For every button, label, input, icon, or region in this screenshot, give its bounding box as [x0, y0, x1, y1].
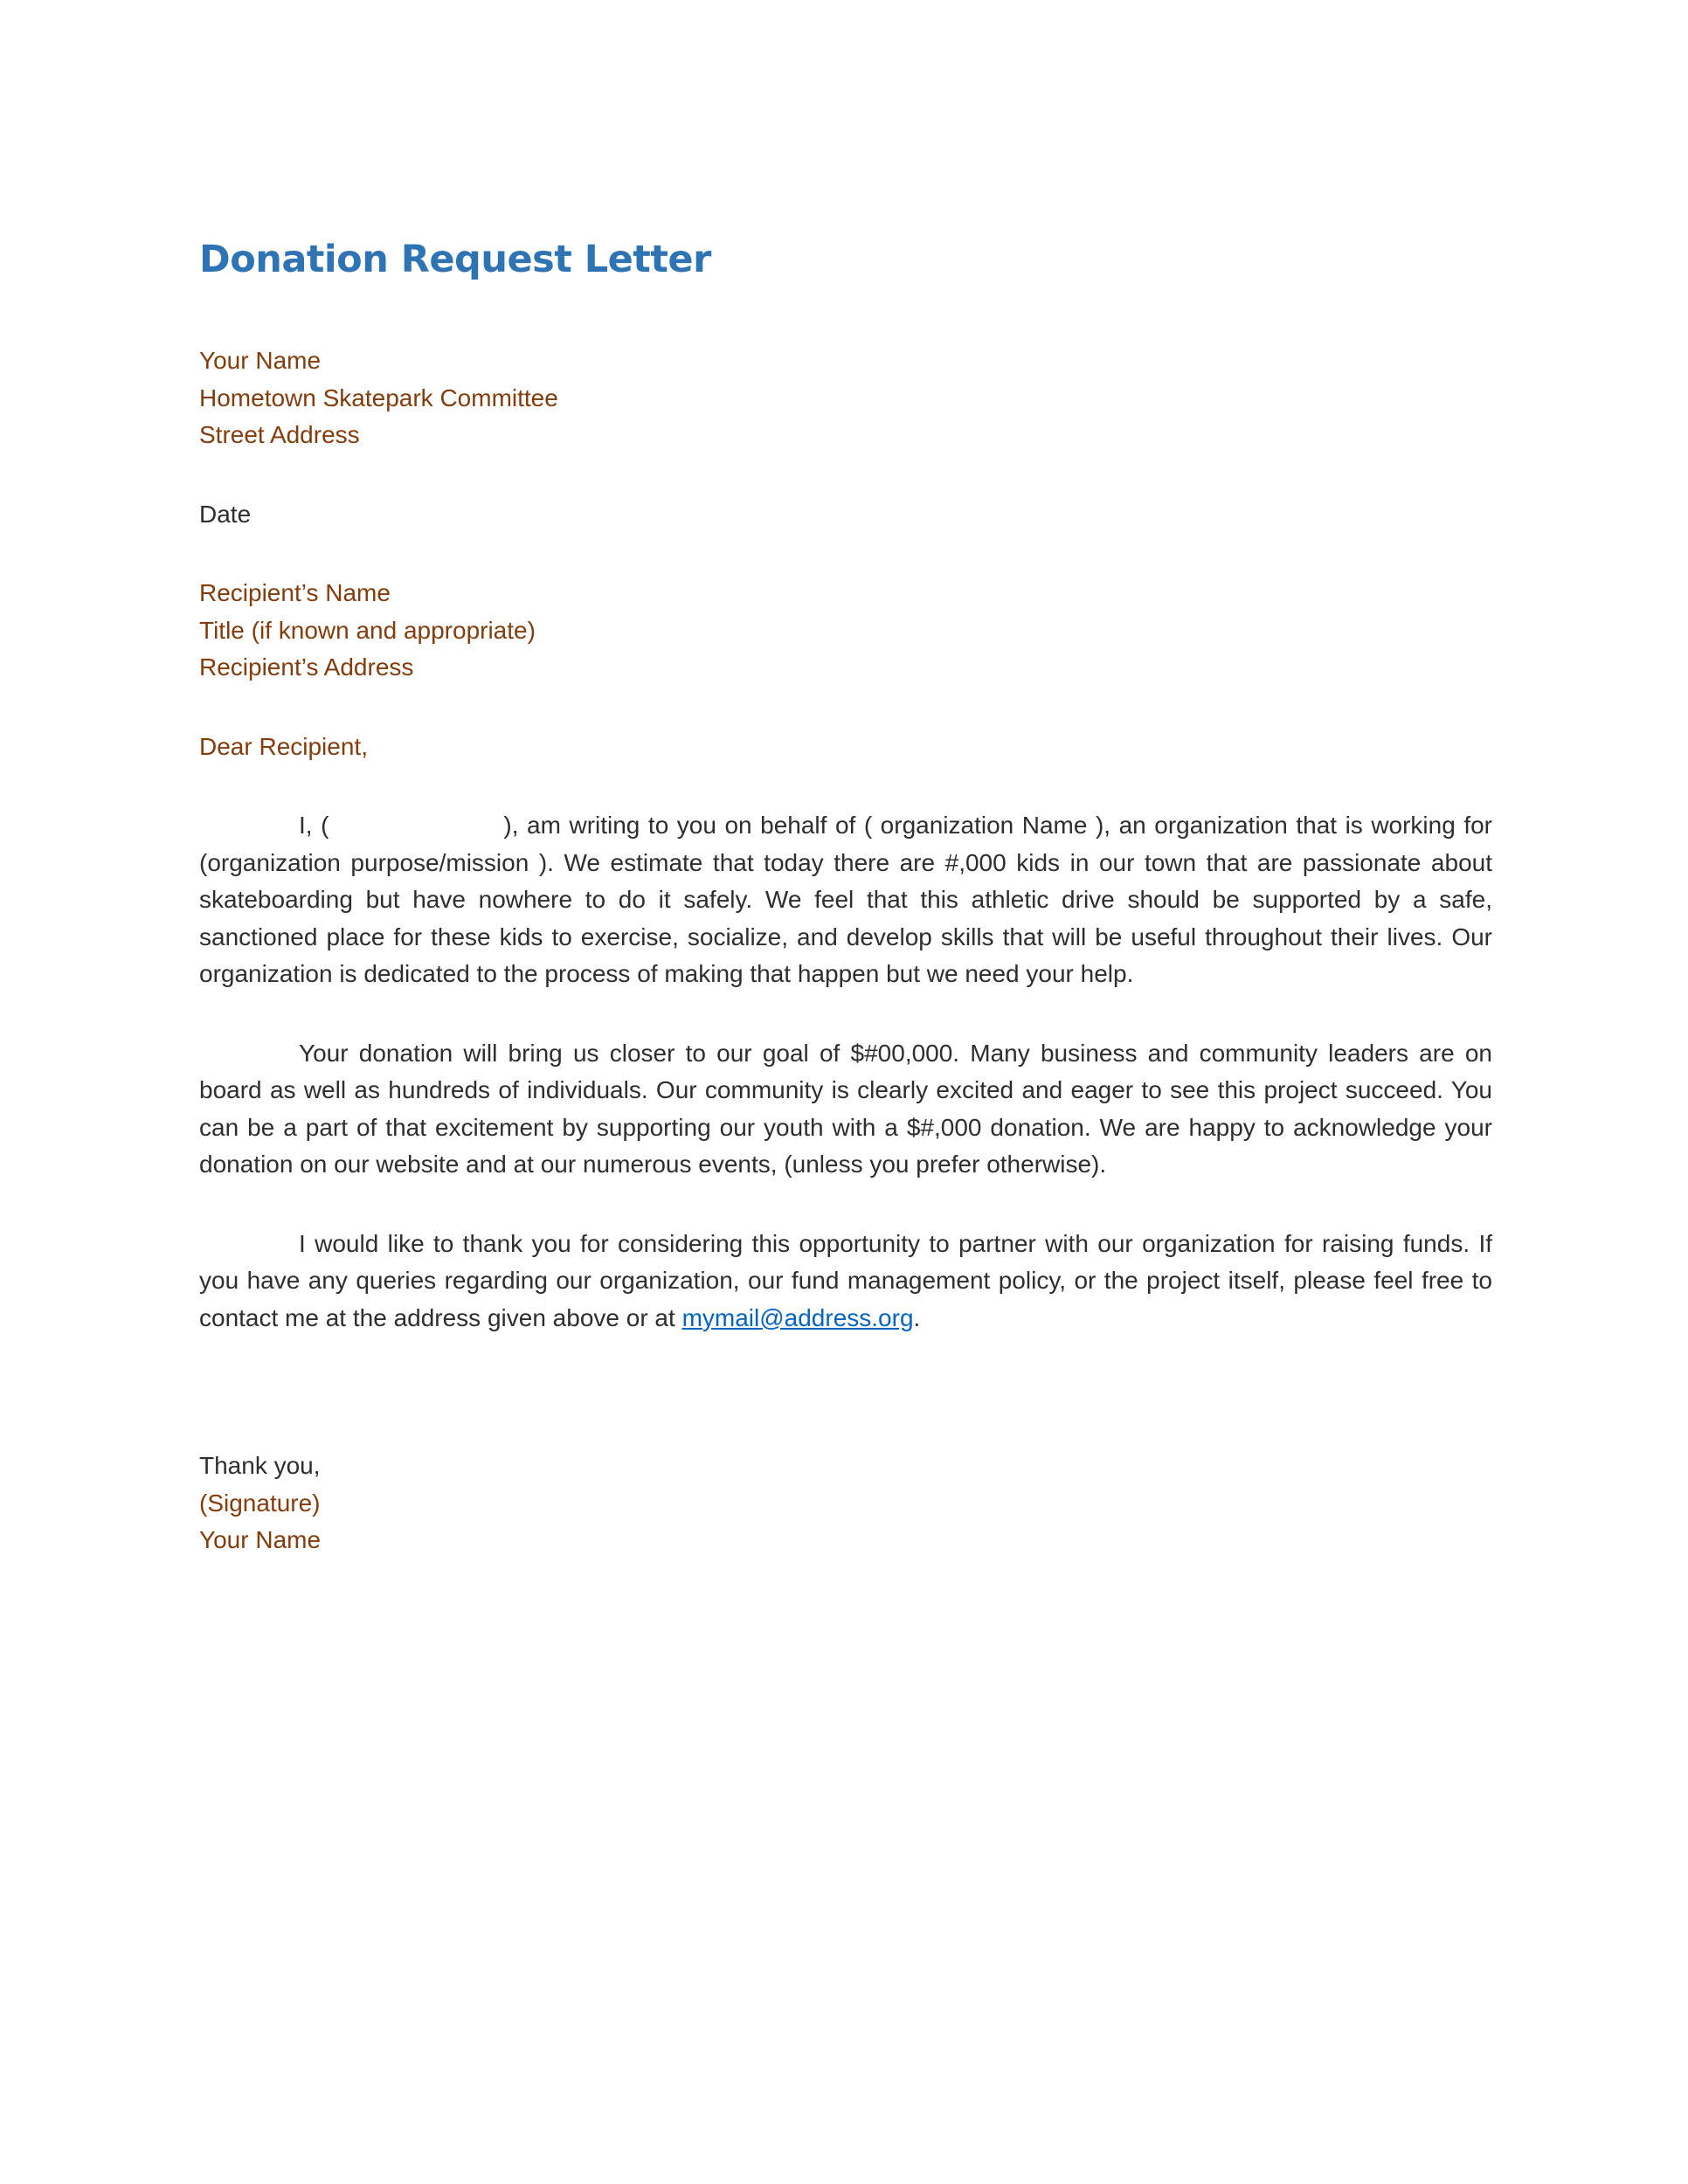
closing-block — [199, 1448, 1492, 1559]
letter-body — [199, 229, 1492, 1559]
sender-block — [199, 342, 1492, 454]
sender-organization: Hometown Skatepark Committee — [199, 384, 558, 411]
paragraph-thanks-body: I would like to thank you for considering this opportunity to partner with our organization for raising funds. If you have any queries regarding our organization, our fund management policy, or the project itself, please feel free to contact me at the address given above or at — [199, 1229, 1492, 1331]
sender-address: Street Address — [199, 421, 360, 448]
paragraph-thanks — [199, 1226, 1492, 1337]
recipient-name: Recipient’s Name — [199, 579, 391, 606]
paragraph-intro — [199, 807, 1492, 993]
closing-name: Your Name — [199, 1526, 322, 1553]
recipient-block — [199, 575, 1492, 687]
recipient-title: Title (if known and appropriate) — [199, 616, 536, 644]
letter-date: Date — [199, 500, 252, 528]
email-link[interactable]: mymail@address.org — [681, 1303, 914, 1331]
paragraph-thanks-end: . — [913, 1303, 921, 1331]
paragraph-intro-prefix: I, ( — [299, 812, 329, 839]
document-title: Donation Request Letter — [199, 238, 711, 281]
paragraph-intro-body: ), am writing to you on behalf of ( organization Name ), an organization that is working for (organization purpose/mission ). We estimate that today there are #,000 kids in our town that are passionate about skateboarding but have nowhere to do it safely. We feel that this athletic drive should be supported by a safe, sanctioned place for these kids to exercise, socialize, and develop skills that will be useful throughout their lives. Our organization is dedicated to the process of making that happen but we need your help. — [199, 812, 1492, 987]
closing-thanks: Thank you, — [199, 1452, 321, 1479]
paragraph-donation: Your donation will bring us closer to our goal of $#00,000. Many business and community leaders are on board as well as hundreds of individuals. Our community is clearly excited and eager to see this project succeed. You can be a part of that excitement by supporting our youth with a $#,000 donation. We are happy to acknowledge your donation on our website and at our numerous events, (unless you prefer otherwise). — [199, 1039, 1492, 1178]
sender-name: Your Name — [199, 347, 322, 374]
recipient-address: Recipient’s Address — [199, 653, 414, 681]
salutation-block — [199, 729, 1492, 766]
salutation: Dear Recipient, — [199, 732, 368, 760]
closing-signature: (Signature) — [199, 1489, 321, 1517]
date-block — [199, 496, 1492, 534]
